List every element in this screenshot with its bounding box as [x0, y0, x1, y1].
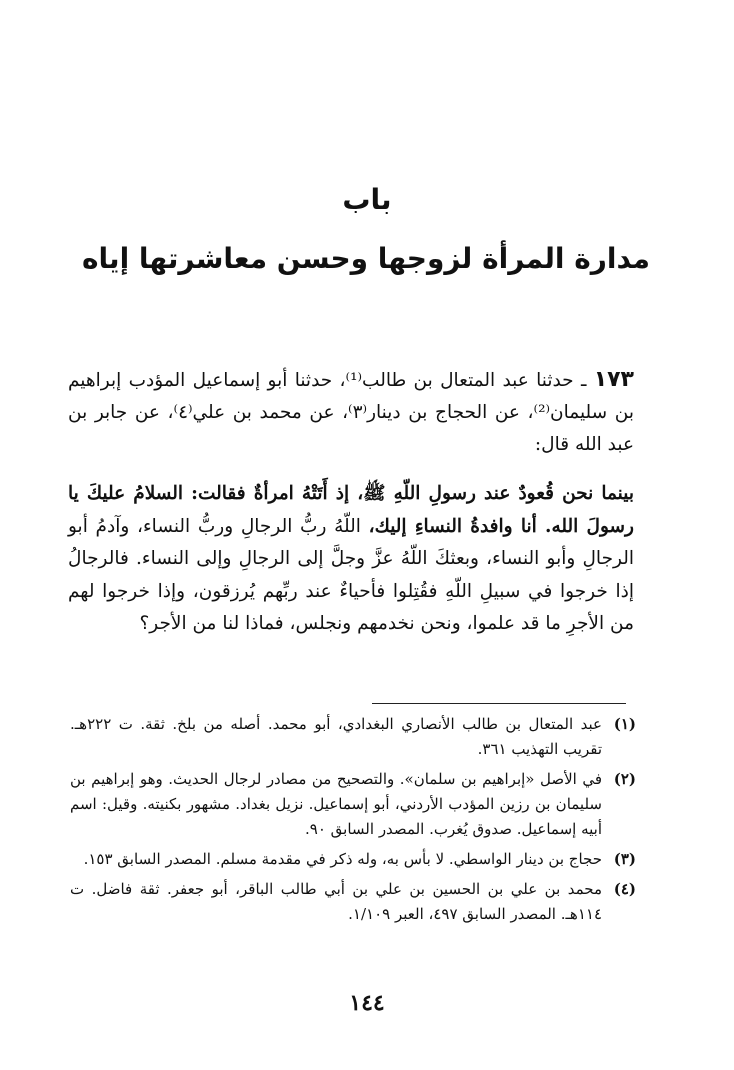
footnote-item	[70, 877, 636, 927]
footnote-marker: (٢)	[613, 770, 636, 788]
hadith-number: ١٧٣	[593, 367, 634, 392]
matn-text: اللّهُ ربُّ الرجالِ وربُّ النساء، وآدمُ أبو الرجالِ وأبو النساء، وبعثكَ اللّهُ عزَّ وجلَّ إلى الرجالِ وإلى النساء. فالرجالُ إذا خرجوا في سبيلِ اللّهِ فقُتِلوا فأحياءٌ عند ربِّهم يُرزقون، وإذا خرجوا لهم من الأجرِ ما قد علموا، ونحن نخدمهم ونجلس، فماذا لنا من الأجر؟	[68, 515, 634, 634]
footnote-text: حجاج بن دينار الواسطي. لا بأس به، وله ذكر في مقدمة مسلم. المصدر السابق ١٥٣.	[83, 850, 602, 868]
page-number: ١٤٤	[349, 990, 385, 1016]
footnotes	[70, 712, 636, 932]
footnote-text: محمد بن علي بن الحسين بن علي بن أبي طالب الباقر، أبو جعفر. ثقة فاضل. ت ١١٤هـ. المصدر السابق ٤٩٧، العبر ١/١٠٩.	[70, 880, 602, 923]
footnote-text: عبد المتعال بن طالب الأنصاري البغدادي، أبو محمد. أصله من بلخ. ثقة. ت ٢٢٢هـ. تقريب التهذيب ٣٦١.	[70, 715, 602, 758]
hadith-isnad	[68, 364, 634, 461]
footnote-item	[70, 767, 636, 842]
footnote-marker: (١)	[613, 715, 636, 733]
chapter-title: مدارة المرأة لزوجها وحسن معاشرتها إياه	[82, 242, 650, 275]
isnad-text: ـ حدثنا عبد المتعال بن طالب⁽¹⁾، حدثنا أبو إسماعيل المؤدب إبراهيم بن سليمان⁽²⁾، عن الحجاج بن دينار⁽٣⁾، عن محمد بن علي⁽٤⁾، عن جابر بن عبد الله قال:	[68, 370, 634, 455]
chapter-heading: باب	[342, 183, 392, 216]
footnote-divider	[372, 703, 626, 704]
hadith-matn	[68, 478, 634, 641]
matn-bold-text: بينما نحن قُعودٌ عند رسولِ اللّهِ ﷺ، إذ أَتَتْهُ امرأةٌ فقالت: السلامُ عليكَ يا رسولَ الله. أنا وافدةُ النساءِ إليك،	[68, 483, 634, 537]
footnote-item	[70, 847, 636, 872]
footnote-text: في الأصل «إبراهيم بن سلمان». والتصحيح من مصادر لرجال الحديث. وهو إبراهيم بن سليمان بن رزين المؤدب الأردني، أبو إسماعيل. نزيل بغداد. مشهور بكنيته. وقيل: اسم أبيه إسماعيل. صدوق يُغرب. المصدر السابق ٩٠.	[70, 770, 602, 838]
footnote-marker: (٣)	[613, 850, 636, 868]
footnote-marker: (٤)	[613, 880, 636, 898]
footnote-item	[70, 712, 636, 762]
